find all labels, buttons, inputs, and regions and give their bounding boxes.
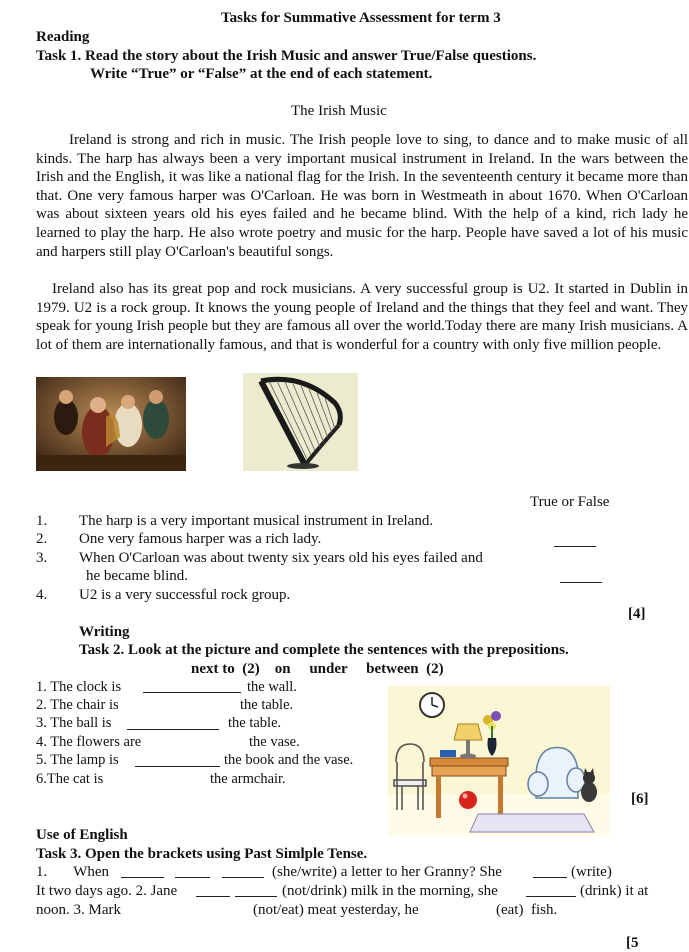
- sentence-start: 5. The lamp is: [36, 752, 119, 768]
- story-paragraph-2: Ireland also has its great pop and rock musicians. A very successful group is U2. It started in Dublin in 1979. U2 is a rock group. It knows the young people of Ireland and the things that they feel and want. They speak for young Irish people but they are famous all over the world.Today there are many Irish musicians. A lot of them are internationally famous, and that is wonderful for a country with only five million people.: [36, 281, 688, 353]
- sentence-end: the wall.: [247, 679, 297, 695]
- section-writing: Writing: [79, 624, 130, 640]
- sentence-end: the vase.: [249, 734, 300, 750]
- task1-instruction: Write “True” or “False” at the end of each statement.: [90, 66, 433, 82]
- section-reading: Reading: [36, 29, 90, 45]
- statement-number: 1.: [36, 513, 48, 529]
- statement-text: U2 is a very successful rock group.: [79, 587, 291, 603]
- statement-number: 4.: [36, 587, 48, 603]
- harp-photo: [243, 373, 358, 471]
- statement-text: The harp is a very important musical instrument in Ireland.: [79, 513, 434, 529]
- task3-points: [5: [626, 935, 639, 951]
- task3-title: Task 3. Open the brackets using Past Simlple Tense.: [36, 846, 368, 862]
- task3-line3-start: noon. 3. Mark: [36, 902, 121, 918]
- statement-text: When O'Carloan was about twenty six years old his eyes failed and: [79, 550, 483, 566]
- sentence-start: 4. The flowers are: [36, 734, 142, 750]
- story-paragraph-1: Ireland is strong and rich in music. The Irish people love to sing, to dance and to make music of all kinds. The harp has always been a very important musical instrument in Ireland. In the wars between the Irish and the English, it was like a national flag for the Irish. In the seventeenth century it became more than that. One very famous harper was O'Carloan. He was born in Westmeath in about 1670. When O'Carloan was about sixteen years old his eyes failed and he became blind. With the help of a kind, rich lady he learned to play the harp. He also wrote poetry and music for the harp. People have saved a lot of his music and harpers still play O'Carloan's beautiful songs.: [36, 132, 688, 260]
- answer-blank[interactable]: [554, 546, 596, 547]
- answer-blank[interactable]: [222, 877, 264, 878]
- task3-line2-end: (drink) it at: [580, 883, 649, 899]
- answer-blank[interactable]: [533, 877, 567, 878]
- sentence-end: the table.: [240, 697, 294, 713]
- task3-line3-mid: (not/eat) meat yesterday, he: [253, 902, 419, 918]
- answer-blank[interactable]: [235, 896, 277, 897]
- answer-blank[interactable]: [135, 766, 220, 767]
- statement-continuation: he became blind.: [86, 568, 189, 584]
- answer-blank[interactable]: [121, 877, 164, 878]
- ball-icon: [459, 791, 477, 809]
- answer-blank[interactable]: [175, 877, 210, 878]
- statement-number: 2.: [36, 531, 48, 547]
- task3-line2-mid: (not/drink) milk in the morning, she: [282, 883, 498, 899]
- answer-blank[interactable]: [560, 582, 602, 583]
- story-title: The Irish Music: [291, 103, 387, 119]
- task3-line1-mid: (she/write) a letter to her Granny? She: [272, 864, 502, 880]
- sentence-start: 1. The clock is: [36, 679, 122, 695]
- answer-blank[interactable]: [526, 896, 576, 897]
- statement-text: One very famous harper was a rich lady.: [79, 531, 322, 547]
- task3-line2-start: It two days ago. 2. Jane: [36, 883, 178, 899]
- clock-icon: [420, 693, 444, 717]
- sentence-start: 6.The cat is: [36, 771, 104, 787]
- section-use-of-english: Use of English: [36, 827, 128, 843]
- answer-blank[interactable]: [127, 729, 219, 730]
- task2-points: [6]: [631, 791, 649, 807]
- sentence-start: 3. The ball is: [36, 715, 112, 731]
- sentence-end: the book and the vase.: [224, 752, 354, 768]
- sentence-start: 2. The chair is: [36, 697, 119, 713]
- word-bank: next to (2) on under between (2): [191, 661, 444, 677]
- answer-blank[interactable]: [143, 692, 241, 693]
- book-icon: [440, 750, 456, 757]
- true-false-header: True or False: [530, 494, 610, 510]
- task3-line1-start: 1. When: [36, 864, 110, 880]
- task2-title: Task 2. Look at the picture and complete the sentences with the prepositions.: [79, 642, 569, 658]
- statement-number: 3.: [36, 550, 48, 566]
- sentence-end: the table.: [228, 715, 282, 731]
- task1-title: Task 1. Read the story about the Irish Music and answer True/False questions.: [36, 48, 537, 64]
- task1-points: [4]: [628, 606, 646, 622]
- answer-blank[interactable]: [196, 896, 230, 897]
- task3-line1-end: (write): [571, 864, 612, 880]
- harper-painting: [36, 377, 186, 471]
- rug-icon: [470, 814, 594, 832]
- room-illustration: [388, 686, 610, 836]
- task3-line3-end: (eat) fish.: [496, 902, 558, 918]
- sentence-end: the armchair.: [210, 771, 286, 787]
- page-title: Tasks for Summative Assessment for term 3: [221, 10, 501, 26]
